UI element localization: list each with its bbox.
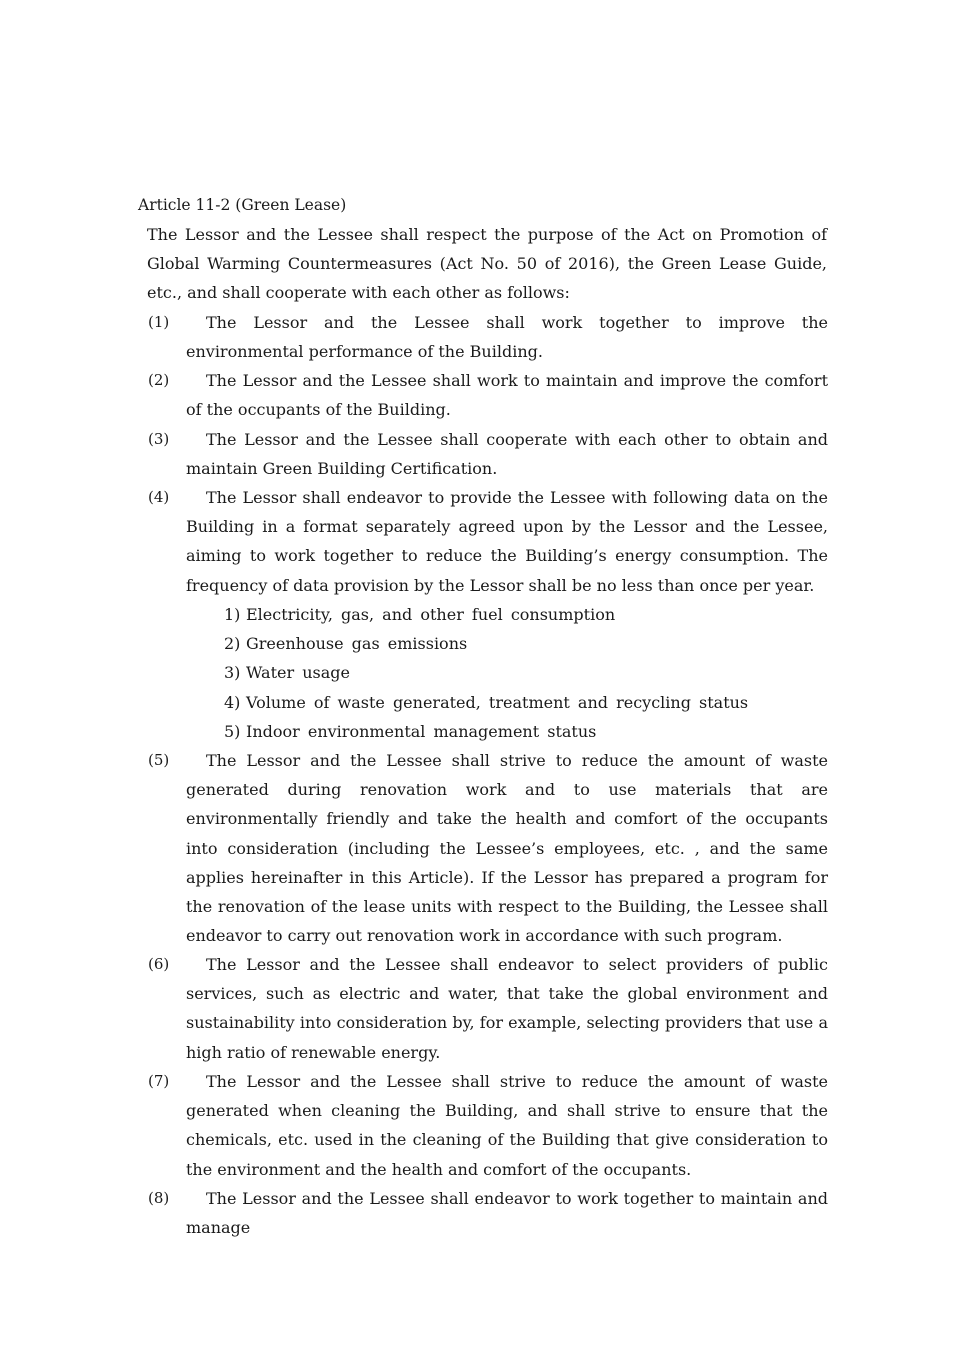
clause-text: The Lessor and the Lessee shall work to maintain and improve the comfort of the occupants of the Building. (186, 371, 828, 420)
clause-item (148, 1067, 828, 1184)
clause-text: The Lessor and the Lessee shall strive to reduce the amount of waste generated when cleaning the Building, and shall strive to ensure that the chemicals, etc. used in the cleaning of the Building that give consideration to the environment and the health and comfort of the occupants. (186, 1072, 828, 1179)
data-list-number: 4) (224, 692, 241, 712)
data-list-text: Indoor environmental management status (246, 721, 597, 741)
clause-text: The Lessor and the Lessee shall endeavor to work together to maintain and manage (186, 1189, 828, 1238)
clause-item (148, 950, 828, 1067)
data-list-number: 2) (224, 634, 241, 654)
data-list-text: Electricity, gas, and other fuel consumption (246, 605, 616, 624)
data-list-text: Water usage (246, 663, 350, 683)
clause-item (148, 308, 828, 366)
data-list-item (224, 658, 748, 687)
clause-number: (5) (148, 751, 170, 769)
clause-text: The Lessor and the Lessee shall work together to improve the environmental performance of the Building. (186, 313, 828, 362)
article-heading: Article 11-2 (Green Lease) (138, 196, 347, 214)
clause-number: (3) (148, 430, 170, 448)
clause-text: The Lessor and the Lessee shall cooperate with each other to obtain and maintain Green Building Certification. (186, 430, 828, 479)
clause-text: The Lessor and the Lessee shall endeavor to select providers of public services, such as electric and water, that take the global environment and sustainability into consideration by, for example, selecting providers that use a high ratio of renewable energy. (186, 955, 828, 1062)
clause-item (148, 366, 828, 424)
article-intro: The Lessor and the Lessee shall respect the purpose of the Act on Promotion of Global Warming Countermeasures (Act No. 50 of 2016), the Green Lease Guide, etc., and shall cooperate with each other as follows: (147, 225, 827, 303)
clause-text: The Lessor and the Lessee shall strive to reduce the amount of waste generated during renovation work and to use materials that are environmentally friendly and take the health and comfort of the occupants into consideration (including the Lessee’s employees, etc. , and the same applies hereinafter in this Article). If the Lessor has prepared a program for the renovation of the lease units with respect to the Building, the Lessee shall endeavor to carry out renovation work in accordance with such program. (186, 751, 828, 946)
clause-number: (1) (148, 313, 170, 331)
clause-number: (8) (148, 1189, 170, 1207)
clause-item (148, 483, 828, 600)
clause-item (148, 425, 828, 483)
clause-item (148, 746, 828, 950)
data-list-number: 3) (224, 663, 241, 683)
data-list (224, 600, 748, 746)
clause-text: The Lessor shall endeavor to provide the Lessee with following data on the Building in a format separately agreed upon by the Lessor and the Lessee, aiming to work together to reduce the Building’s energy consumption. The frequency of data provision by the Lessor shall be no less than once per year. (186, 488, 828, 595)
data-list-number: 5) (224, 721, 241, 741)
data-list-item (224, 629, 748, 658)
clause-item (148, 1184, 828, 1242)
data-list-number: 1) (224, 605, 241, 624)
clause-number: (4) (148, 488, 170, 506)
data-list-text: Greenhouse gas emissions (246, 634, 468, 654)
data-list-item (224, 688, 748, 717)
data-list-item (224, 600, 748, 629)
clause-number: (6) (148, 955, 170, 973)
data-list-item (224, 717, 748, 746)
clause-number: (2) (148, 371, 170, 389)
data-list-text: Volume of waste generated, treatment and recycling status (246, 692, 749, 712)
clause-number: (7) (148, 1072, 170, 1090)
